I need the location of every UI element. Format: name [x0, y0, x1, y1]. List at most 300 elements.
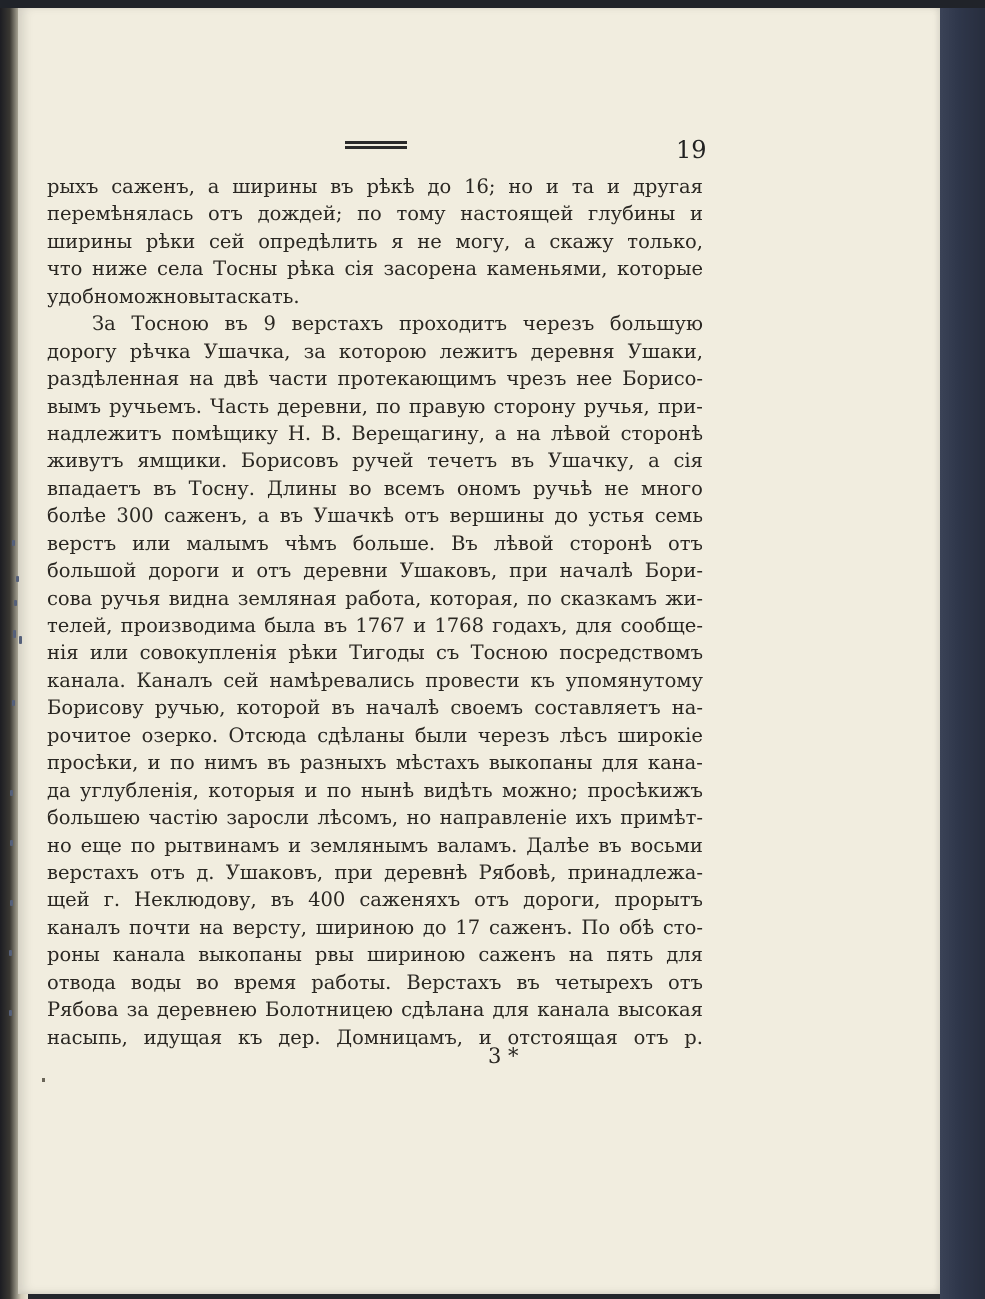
text-line: [47, 475, 703, 502]
body-text: [47, 173, 703, 1051]
word: верстахъ: [47, 860, 139, 884]
word: дер.: [278, 1025, 321, 1049]
word: рытвинамъ: [164, 833, 280, 857]
word: при: [334, 860, 373, 884]
word: деревнѣ: [384, 860, 468, 884]
word: больше.: [352, 531, 436, 555]
word: время: [233, 970, 297, 994]
word: нія: [47, 641, 79, 665]
word: лѣсомъ,: [317, 806, 399, 830]
word: отъ: [256, 559, 292, 583]
word: въ: [153, 476, 177, 500]
word: дороги,: [523, 888, 601, 912]
word: вершины: [449, 504, 545, 528]
word: проходитъ: [398, 312, 508, 336]
word: рочитое: [47, 723, 132, 747]
word: отъ: [667, 970, 703, 994]
word: и: [478, 1025, 492, 1049]
text-line: [47, 694, 703, 721]
word: и: [288, 833, 302, 857]
word: дороги: [148, 559, 220, 583]
word: по: [170, 751, 195, 775]
word: ширины: [232, 175, 318, 198]
word: 9: [263, 312, 276, 336]
word: можно;: [501, 778, 579, 802]
text-line: [47, 255, 703, 282]
word: и: [304, 778, 318, 802]
word: устья: [588, 504, 645, 528]
word: своемъ: [450, 696, 524, 720]
word: были: [414, 723, 468, 747]
word: Верещагину,: [351, 421, 485, 445]
word: по: [357, 202, 382, 226]
word: или: [89, 641, 129, 665]
binding-stitch-marks: [4, 540, 24, 1080]
word: Неклюдову,: [134, 888, 257, 912]
word: перемѣнялась: [47, 202, 194, 226]
word: для: [601, 751, 639, 775]
word: За: [92, 312, 116, 336]
word: дорогу: [47, 339, 117, 363]
text-line: [47, 530, 703, 557]
text-line: [47, 283, 703, 310]
word: на-: [671, 696, 703, 720]
word: лежитъ: [439, 339, 518, 363]
word: саженъ: [478, 943, 556, 967]
word: болѣе: [47, 504, 107, 528]
text-line: [47, 749, 703, 776]
word: при-: [657, 394, 703, 418]
word: опредѣлить: [258, 229, 378, 253]
text-line: [47, 777, 703, 804]
word: всемъ: [383, 476, 445, 500]
word: щей: [47, 888, 90, 912]
word: и: [545, 175, 559, 198]
word: деревни,: [277, 394, 368, 418]
word: глубины: [588, 202, 676, 226]
word: Ушачка,: [203, 339, 291, 363]
word: настоящей: [460, 202, 574, 226]
word: широкіе: [617, 723, 703, 747]
text-line: [47, 365, 703, 392]
word: для: [492, 998, 530, 1022]
signature-mark: 3 *: [488, 1044, 519, 1068]
word: села: [157, 257, 204, 281]
word: деревня: [530, 339, 615, 363]
word: много: [641, 476, 703, 500]
text-line: [47, 200, 703, 227]
word: канала.: [47, 668, 126, 692]
word: нынѣ: [360, 778, 415, 802]
word: да: [47, 778, 71, 802]
word: нее: [576, 367, 613, 391]
word: разныхъ: [299, 751, 387, 775]
word: восьми: [630, 833, 703, 857]
text-line: [47, 447, 703, 474]
word: сторону: [493, 394, 576, 418]
word: Верстахъ: [406, 970, 502, 994]
word: на: [199, 915, 224, 939]
word: версту,: [232, 915, 307, 939]
word: но: [406, 806, 432, 830]
word: течетъ: [427, 449, 498, 473]
word: Часть: [210, 394, 270, 418]
word: которые: [617, 257, 703, 281]
word: скажу: [549, 229, 614, 253]
word: по: [326, 778, 352, 802]
word: отъ: [208, 202, 243, 226]
word: могу,: [455, 229, 511, 253]
text-line: [47, 585, 703, 612]
text-line: [47, 557, 703, 584]
word: отвода: [47, 970, 116, 994]
word: видѣть: [423, 778, 493, 802]
text-line: [47, 804, 703, 831]
word: насыпь,: [47, 1025, 128, 1049]
word: принадлежа-: [567, 860, 703, 884]
word: въ: [279, 504, 304, 528]
word: Ушаковъ,: [399, 559, 498, 583]
word: но: [47, 833, 72, 857]
word: Борисову: [47, 696, 144, 720]
word: 16;: [464, 175, 496, 198]
word: въ: [330, 175, 354, 198]
word: роны: [47, 943, 100, 967]
word: ручьѣ: [533, 476, 593, 500]
word: и: [690, 202, 703, 226]
word: ихъ: [575, 806, 612, 830]
word: лѣвой: [493, 531, 554, 555]
word: по: [527, 586, 552, 610]
word: тому: [396, 202, 446, 226]
word: сей: [223, 668, 259, 692]
text-line: [47, 173, 703, 200]
word: сова: [47, 586, 93, 610]
word: деревнею: [156, 998, 257, 1022]
word: къ: [237, 1025, 263, 1049]
word: рвы: [314, 943, 354, 967]
word: примѣт-: [620, 806, 703, 830]
word: и: [147, 751, 161, 775]
word: большею: [47, 806, 141, 830]
text-line: [47, 722, 703, 749]
word: сія: [673, 449, 703, 473]
word: для: [575, 614, 613, 637]
word: ямщики.: [137, 449, 228, 473]
word: ручей: [352, 449, 414, 473]
word: посредствомъ: [559, 641, 703, 665]
word: только,: [627, 229, 703, 253]
word: ширины: [47, 229, 133, 253]
word: по: [376, 394, 401, 418]
word: воды: [130, 970, 182, 994]
word: каменьями,: [486, 257, 608, 281]
word: рыхъ: [47, 175, 99, 198]
word: Отсюда: [228, 723, 307, 747]
word: земляная: [237, 586, 337, 610]
word: работы.: [311, 970, 392, 994]
word: отстоящая: [507, 1025, 618, 1049]
word: Ушачку,: [547, 449, 635, 473]
word: а: [648, 449, 660, 473]
word: ручья: [100, 586, 161, 610]
word: которой: [236, 696, 321, 720]
text-line: [47, 338, 703, 365]
word: ниже: [91, 257, 148, 281]
word: отъ: [633, 1025, 669, 1049]
word: за: [126, 998, 149, 1022]
word: можно: [118, 284, 189, 308]
word: отъ: [404, 504, 440, 528]
word: къ: [530, 668, 555, 692]
word: семь: [654, 504, 703, 528]
word: вытаскать.: [188, 284, 300, 308]
word: а: [207, 175, 220, 198]
word: сообще-: [620, 614, 703, 637]
word: лѣсъ: [559, 723, 608, 747]
word: рѣка: [286, 257, 335, 281]
word: вымъ: [47, 394, 102, 418]
word: та: [571, 175, 595, 198]
word: идущая: [143, 1025, 223, 1049]
text-line: [47, 420, 703, 447]
word: надлежитъ: [47, 421, 162, 445]
word: что: [47, 257, 83, 281]
word: четырехъ: [554, 970, 653, 994]
word: засорена: [383, 257, 478, 281]
text-line: [47, 1024, 703, 1051]
word: саженъ,: [163, 504, 248, 528]
word: видна: [168, 586, 230, 610]
word: ручью,: [154, 696, 226, 720]
word: но: [508, 175, 534, 198]
word: рѣки: [288, 641, 338, 665]
word: рѣки: [145, 229, 196, 253]
word: 1768: [434, 614, 484, 637]
word: Каналъ: [136, 668, 213, 692]
word: телей,: [47, 614, 113, 637]
word: Тосну.: [188, 476, 255, 500]
word: сдѣлана: [401, 998, 485, 1022]
word: жи-: [665, 586, 703, 610]
word: Ушаки,: [627, 339, 703, 363]
text-line: [47, 941, 703, 968]
paper-speck: [42, 1078, 45, 1082]
word: во: [348, 476, 372, 500]
text-line: [47, 639, 703, 666]
word: съ: [435, 641, 460, 665]
word: годахъ,: [492, 614, 568, 637]
word: до: [422, 915, 447, 939]
word: составляетъ: [534, 696, 661, 720]
word: двѣ: [223, 367, 259, 391]
word: лѣвой: [550, 421, 611, 445]
word: дождей;: [257, 202, 343, 226]
word: ручья,: [583, 394, 650, 418]
word: была: [264, 614, 316, 637]
word: Домницамъ,: [336, 1025, 463, 1049]
word: въ: [331, 696, 355, 720]
word: Тосною: [470, 641, 548, 665]
word: кана-: [647, 751, 703, 775]
word: Борисо-: [622, 367, 703, 391]
word: верстъ: [47, 531, 117, 555]
word: не: [604, 476, 629, 500]
text-line: [47, 996, 703, 1023]
word: еще: [80, 833, 122, 857]
word: удобно: [47, 284, 119, 308]
word: Борисовъ: [240, 449, 339, 473]
text-line: [47, 667, 703, 694]
text-line: [47, 832, 703, 859]
word: и: [607, 175, 621, 198]
word: отъ: [667, 531, 703, 555]
word: Длины: [267, 476, 337, 500]
word: д.: [196, 860, 215, 884]
top-shadow: [0, 0, 985, 8]
word: раздѣленная: [47, 367, 180, 391]
word: шириною: [366, 943, 466, 967]
word: саженъ.: [488, 915, 573, 939]
word: въ: [323, 614, 348, 637]
word: въ: [510, 449, 535, 473]
word: въ: [224, 312, 248, 336]
word: части: [268, 367, 328, 391]
word: живутъ: [47, 449, 124, 473]
word: углубленія,: [79, 778, 199, 802]
text-line: [47, 969, 703, 996]
word: и: [231, 559, 245, 583]
word: высокая: [617, 998, 703, 1022]
word: пять: [606, 943, 654, 967]
text-line: [47, 914, 703, 941]
text-line: [47, 228, 703, 255]
word: деревни: [303, 559, 388, 583]
word: 17: [455, 915, 481, 939]
word: чрезъ: [506, 367, 567, 391]
text-line: [47, 612, 703, 639]
text-line: [47, 502, 703, 529]
word: на: [516, 421, 541, 445]
word: намѣревались: [269, 668, 415, 692]
word: саженъ,: [111, 175, 195, 198]
word: Ушачкѣ: [313, 504, 395, 528]
word: ономъ: [456, 476, 521, 500]
word: черезъ: [477, 723, 550, 747]
word: въ: [598, 833, 622, 857]
word: а: [257, 504, 270, 528]
word: или: [132, 531, 171, 555]
text-line: [47, 886, 703, 913]
page-number: 19: [676, 136, 707, 164]
word: 1767: [355, 614, 405, 637]
word: озерко.: [141, 723, 219, 747]
word: которая,: [429, 586, 519, 610]
word: 400: [308, 888, 346, 912]
word: а: [524, 229, 536, 253]
word: впадаетъ: [47, 476, 141, 500]
word: сто-: [662, 915, 703, 939]
word: Н.: [287, 421, 312, 445]
word: ручьемъ.: [109, 394, 202, 418]
word: Рябовѣ,: [478, 860, 557, 884]
word: землянымъ: [309, 833, 429, 857]
word: валамъ.: [436, 833, 518, 857]
word: сдѣланы: [317, 723, 405, 747]
word: отъ: [150, 860, 185, 884]
word: на: [568, 943, 594, 967]
word: сторонѣ: [569, 531, 653, 555]
word: сказкамъ: [560, 586, 658, 610]
word: въ: [516, 970, 540, 994]
text-line: [47, 310, 703, 337]
word: направленіе: [439, 806, 568, 830]
word: до: [427, 175, 452, 198]
word: Тигоды: [349, 641, 425, 665]
word: р.: [684, 1025, 703, 1049]
word: работа,: [345, 586, 422, 610]
word: началѣ: [365, 696, 440, 720]
word: упомянутому: [565, 668, 703, 692]
word: мѣстахъ: [395, 751, 480, 775]
word: помѣщику: [171, 421, 279, 445]
word: В.: [320, 421, 342, 445]
word: для: [666, 943, 703, 967]
word: Бори-: [644, 559, 703, 583]
word: въ: [267, 751, 291, 775]
word: почти: [129, 915, 191, 939]
word: и: [413, 614, 427, 637]
word: другая: [632, 175, 703, 198]
word: сторонѣ: [620, 421, 703, 445]
text-line: [47, 859, 703, 886]
word: въ: [270, 888, 295, 912]
word: рѣкѣ: [366, 175, 415, 198]
word: началѣ: [559, 559, 633, 583]
word: которою: [338, 339, 427, 363]
word: обѣ: [618, 915, 655, 939]
word: малымъ: [186, 531, 269, 555]
word: 300: [116, 504, 154, 528]
word: г.: [103, 888, 121, 912]
word: на: [189, 367, 214, 391]
word: до: [554, 504, 579, 528]
word: производима: [120, 614, 257, 637]
word: Рябова: [47, 998, 119, 1022]
word: за: [303, 339, 326, 363]
word: шириною: [315, 915, 415, 939]
word: провести: [425, 668, 520, 692]
word: заросли: [226, 806, 310, 830]
word: большой: [47, 559, 137, 583]
word: Далѣе: [526, 833, 590, 857]
word: во: [196, 970, 219, 994]
cover-board: [940, 0, 985, 1299]
word: сія: [344, 257, 374, 281]
word: не: [417, 229, 442, 253]
word: Тосною: [131, 312, 209, 336]
word: совокупленія: [139, 641, 278, 665]
word: выкопаны: [198, 943, 302, 967]
word: Болотницею: [264, 998, 394, 1022]
word: частію: [148, 806, 218, 830]
word: сей: [209, 229, 245, 253]
word: Ушаковъ,: [225, 860, 324, 884]
header-ornament-rule: [345, 141, 407, 151]
word: протекающимъ: [337, 367, 497, 391]
word: черезъ: [522, 312, 595, 336]
word: Въ: [451, 531, 478, 555]
